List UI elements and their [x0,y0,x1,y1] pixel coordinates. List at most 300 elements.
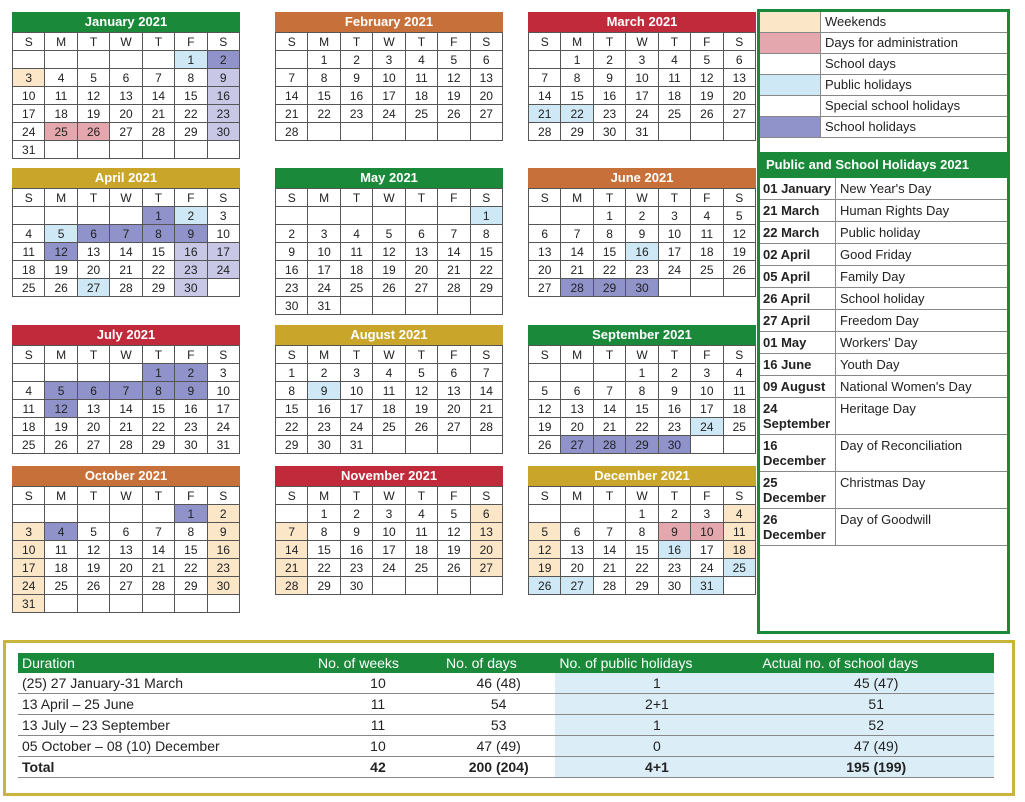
day-cell: 7 [143,523,175,541]
empty-cell [78,141,110,159]
day-cell: 19 [691,87,723,105]
holidays-title: Public and School Holidays 2021 [760,152,1007,178]
summary-header-row [18,653,994,673]
day-cell: 30 [175,279,207,297]
day-header: F [691,189,723,207]
day-header: S [13,33,45,51]
holiday-date: 09 August [760,376,836,397]
day-cell: 1 [175,51,207,69]
day-header: M [45,33,77,51]
month-7 [12,325,240,454]
legend-swatch [760,75,821,95]
day-cell: 16 [276,261,308,279]
day-cell: 8 [308,69,340,87]
day-cell: 8 [143,382,175,400]
day-cell: 13 [110,541,142,559]
day-cell: 29 [594,279,626,297]
day-cell: 17 [13,105,45,123]
empty-cell [561,505,593,523]
day-cell: 30 [276,297,308,315]
empty-cell [724,123,756,141]
day-cell: 2 [626,207,658,225]
empty-cell [276,505,308,523]
day-cell: 9 [341,523,373,541]
month-grid [275,486,503,595]
day-header: T [341,346,373,364]
day-cell: 19 [45,418,77,436]
day-cell: 23 [308,418,340,436]
empty-cell [143,595,175,613]
month-title: December 2021 [528,466,756,486]
day-cell: 27 [110,577,142,595]
day-cell: 18 [45,559,77,577]
day-cell: 6 [78,225,110,243]
day-cell: 20 [561,418,593,436]
day-cell: 20 [724,87,756,105]
legend-label: Public holidays [825,77,912,92]
day-header: F [175,33,207,51]
month-1 [12,12,240,159]
day-cell: 1 [626,505,658,523]
day-header: T [78,346,110,364]
day-header: T [406,487,438,505]
day-cell: 2 [341,505,373,523]
day-cell: 18 [45,105,77,123]
day-cell: 12 [724,225,756,243]
day-cell: 20 [110,105,142,123]
empty-cell [406,436,438,454]
day-cell: 25 [45,577,77,595]
day-header: W [626,33,658,51]
day-header: S [471,487,503,505]
day-cell: 11 [691,225,723,243]
month-grid [528,32,756,141]
day-cell: 11 [13,243,45,261]
day-cell: 11 [45,87,77,105]
day-cell: 25 [406,105,438,123]
summary-cell: 47 (49) [442,736,555,757]
day-cell: 3 [13,523,45,541]
day-cell: 26 [691,105,723,123]
day-cell: 22 [175,559,207,577]
day-cell: 4 [724,505,756,523]
day-cell: 30 [594,123,626,141]
day-header: W [373,33,405,51]
empty-cell [471,436,503,454]
day-cell: 9 [175,382,207,400]
day-header: T [143,487,175,505]
day-cell: 23 [175,418,207,436]
day-cell: 18 [724,541,756,559]
summary-cell: 10 [314,736,442,757]
day-cell: 2 [175,207,207,225]
summary-cell: 54 [442,694,555,715]
day-cell: 29 [626,577,658,595]
day-cell: 27 [561,436,593,454]
legend-item [760,96,1007,117]
day-cell: 16 [208,541,240,559]
summary-cell: 51 [758,694,994,715]
day-cell: 11 [341,243,373,261]
day-cell: 2 [276,225,308,243]
holiday-date: 01 May [760,332,836,353]
holiday-name: Human Rights Day [840,203,950,218]
day-cell: 30 [626,279,658,297]
day-cell: 20 [438,400,470,418]
day-cell: 27 [724,105,756,123]
day-cell: 31 [308,297,340,315]
day-cell: 14 [529,87,561,105]
day-cell: 23 [341,559,373,577]
day-cell: 25 [45,123,77,141]
day-cell: 20 [78,261,110,279]
day-cell: 4 [659,51,691,69]
day-cell: 10 [208,225,240,243]
day-cell: 18 [341,261,373,279]
day-cell: 1 [561,51,593,69]
day-cell: 9 [175,225,207,243]
day-header: F [175,346,207,364]
month-9 [528,325,756,454]
summary-cell: 13 April – 25 June [18,694,314,715]
empty-cell [13,505,45,523]
day-cell: 9 [594,69,626,87]
day-cell: 17 [341,400,373,418]
day-cell: 28 [110,279,142,297]
empty-cell [276,207,308,225]
summary-table [18,653,994,778]
summary-total-row [18,757,994,778]
day-cell: 14 [143,541,175,559]
month-grid [12,345,240,454]
day-cell: 19 [45,261,77,279]
day-cell: 10 [13,541,45,559]
holiday-name: National Women's Day [840,379,972,394]
empty-cell [78,364,110,382]
day-cell: 25 [724,559,756,577]
day-cell: 14 [438,243,470,261]
day-cell: 14 [143,87,175,105]
day-cell: 29 [175,577,207,595]
day-cell: 12 [373,243,405,261]
day-cell: 10 [373,523,405,541]
day-cell: 18 [13,418,45,436]
day-header: T [78,33,110,51]
day-cell: 3 [373,51,405,69]
day-header: F [691,33,723,51]
summary-header: No. of days [442,653,555,673]
day-cell: 5 [529,523,561,541]
day-cell: 11 [406,523,438,541]
empty-cell [406,123,438,141]
day-cell: 22 [626,418,658,436]
month-10 [12,466,240,613]
day-header: S [529,487,561,505]
month-11 [275,466,503,595]
day-cell: 27 [529,279,561,297]
day-cell: 16 [626,243,658,261]
day-cell: 14 [276,87,308,105]
day-cell: 4 [406,51,438,69]
day-cell: 5 [529,382,561,400]
day-header: F [438,189,470,207]
day-header: F [438,33,470,51]
day-cell: 8 [276,382,308,400]
day-header: T [341,487,373,505]
month-8 [275,325,503,454]
day-cell: 16 [659,541,691,559]
month-5 [275,168,503,315]
day-cell: 5 [45,382,77,400]
day-cell: 31 [208,436,240,454]
holiday-row [760,288,1007,310]
day-cell: 22 [308,105,340,123]
day-header: F [438,346,470,364]
day-cell: 8 [626,382,658,400]
day-cell: 27 [471,559,503,577]
legend-label: Days for administration [825,35,958,50]
day-cell: 24 [373,559,405,577]
day-header: T [78,487,110,505]
day-cell: 23 [208,559,240,577]
legend-panel [757,9,1010,634]
day-header: S [208,33,240,51]
day-cell: 28 [438,279,470,297]
day-cell: 17 [208,400,240,418]
holiday-name: Freedom Day [840,313,919,328]
holiday-name: Family Day [840,269,906,284]
day-cell: 19 [724,243,756,261]
empty-cell [208,595,240,613]
day-cell: 28 [594,436,626,454]
day-header: T [659,189,691,207]
empty-cell [110,364,142,382]
day-cell: 3 [308,225,340,243]
empty-cell [78,505,110,523]
day-cell: 28 [110,436,142,454]
empty-cell [529,364,561,382]
day-cell: 4 [406,505,438,523]
day-cell: 17 [308,261,340,279]
day-cell: 2 [208,51,240,69]
day-cell: 5 [78,523,110,541]
holiday-row [760,244,1007,266]
day-cell: 22 [594,261,626,279]
empty-cell [110,595,142,613]
day-cell: 5 [373,225,405,243]
day-header: S [724,189,756,207]
day-cell: 1 [626,364,658,382]
day-cell: 7 [110,225,142,243]
day-cell: 9 [276,243,308,261]
day-cell: 22 [276,418,308,436]
day-header: W [626,487,658,505]
holiday-row [760,222,1007,244]
day-cell: 30 [659,577,691,595]
holiday-row [760,376,1007,398]
day-cell: 6 [438,364,470,382]
empty-cell [406,297,438,315]
summary-cell: (25) 27 January-31 March [18,673,314,694]
empty-cell [691,436,723,454]
day-cell: 13 [110,87,142,105]
summary-cell: 13 July – 23 September [18,715,314,736]
empty-cell [78,51,110,69]
day-header: W [373,189,405,207]
day-cell: 31 [13,595,45,613]
day-cell: 29 [143,436,175,454]
day-cell: 8 [471,225,503,243]
day-cell: 6 [561,382,593,400]
day-cell: 1 [143,364,175,382]
summary-header: Actual no. of school days [758,653,994,673]
day-header: W [110,33,142,51]
month-grid [12,486,240,613]
day-header: S [529,346,561,364]
day-header: M [561,487,593,505]
legend-label: Special school holidays [825,98,961,113]
holiday-date: 22 March [760,222,836,243]
day-cell: 8 [175,523,207,541]
empty-cell [373,207,405,225]
day-cell: 7 [529,69,561,87]
day-cell: 7 [110,382,142,400]
day-cell: 29 [143,279,175,297]
day-cell: 8 [143,225,175,243]
day-cell: 15 [143,400,175,418]
month-title: January 2021 [12,12,240,32]
day-header: S [529,189,561,207]
month-2 [275,12,503,141]
legend-label: School days [825,56,896,71]
holiday-row [760,178,1007,200]
day-cell: 5 [78,69,110,87]
day-cell: 25 [406,559,438,577]
summary-row [18,673,994,694]
month-title: September 2021 [528,325,756,345]
empty-cell [724,436,756,454]
day-cell: 13 [471,523,503,541]
month-title: June 2021 [528,168,756,188]
month-6 [528,168,756,297]
month-grid [528,345,756,454]
day-cell: 17 [13,559,45,577]
day-cell: 13 [529,243,561,261]
empty-cell [373,436,405,454]
day-cell: 28 [276,577,308,595]
day-header: S [276,346,308,364]
legend-item [760,54,1007,75]
day-cell: 31 [13,141,45,159]
day-cell: 2 [175,364,207,382]
day-cell: 17 [373,87,405,105]
empty-cell [308,123,340,141]
day-header: T [341,33,373,51]
day-cell: 4 [724,364,756,382]
day-cell: 15 [143,243,175,261]
day-cell: 2 [659,364,691,382]
day-cell: 18 [724,400,756,418]
holiday-name: Workers' Day [840,335,918,350]
day-cell: 13 [561,541,593,559]
empty-cell [691,279,723,297]
day-header: T [659,346,691,364]
day-cell: 25 [373,418,405,436]
day-header: T [341,189,373,207]
day-cell: 26 [373,279,405,297]
day-cell: 2 [308,364,340,382]
day-cell: 20 [529,261,561,279]
day-cell: 12 [78,541,110,559]
summary-cell: 1 [555,715,758,736]
month-grid [275,32,503,141]
day-cell: 6 [78,382,110,400]
empty-cell [691,123,723,141]
day-cell: 13 [78,400,110,418]
empty-cell [438,436,470,454]
day-cell: 4 [13,382,45,400]
day-header: S [471,346,503,364]
empty-cell [110,141,142,159]
day-cell: 26 [45,436,77,454]
day-cell: 28 [529,123,561,141]
day-cell: 3 [208,364,240,382]
day-cell: 15 [471,243,503,261]
empty-cell [594,364,626,382]
day-cell: 3 [373,505,405,523]
empty-cell [110,505,142,523]
empty-cell [175,141,207,159]
day-cell: 25 [341,279,373,297]
empty-cell [438,297,470,315]
summary-cell: 11 [314,715,442,736]
day-header: S [724,346,756,364]
empty-cell [45,51,77,69]
day-cell: 2 [659,505,691,523]
day-cell: 21 [529,105,561,123]
day-cell: 30 [175,436,207,454]
day-cell: 24 [13,123,45,141]
day-cell: 10 [659,225,691,243]
day-cell: 20 [561,559,593,577]
day-cell: 9 [208,523,240,541]
empty-cell [594,505,626,523]
day-cell: 19 [373,261,405,279]
day-cell: 16 [175,400,207,418]
day-cell: 16 [175,243,207,261]
day-cell: 12 [529,541,561,559]
month-grid [528,486,756,595]
empty-cell [78,207,110,225]
day-cell: 5 [406,364,438,382]
day-cell: 4 [45,523,77,541]
empty-cell [143,141,175,159]
day-header: S [471,33,503,51]
day-cell: 18 [406,87,438,105]
day-cell: 12 [45,243,77,261]
day-cell: 16 [659,400,691,418]
day-cell: 13 [438,382,470,400]
day-cell: 15 [594,243,626,261]
day-cell: 6 [110,69,142,87]
day-cell: 14 [561,243,593,261]
day-cell: 23 [341,105,373,123]
day-cell: 10 [373,69,405,87]
empty-cell [143,505,175,523]
day-header: S [13,189,45,207]
month-title: November 2021 [275,466,503,486]
empty-cell [471,297,503,315]
